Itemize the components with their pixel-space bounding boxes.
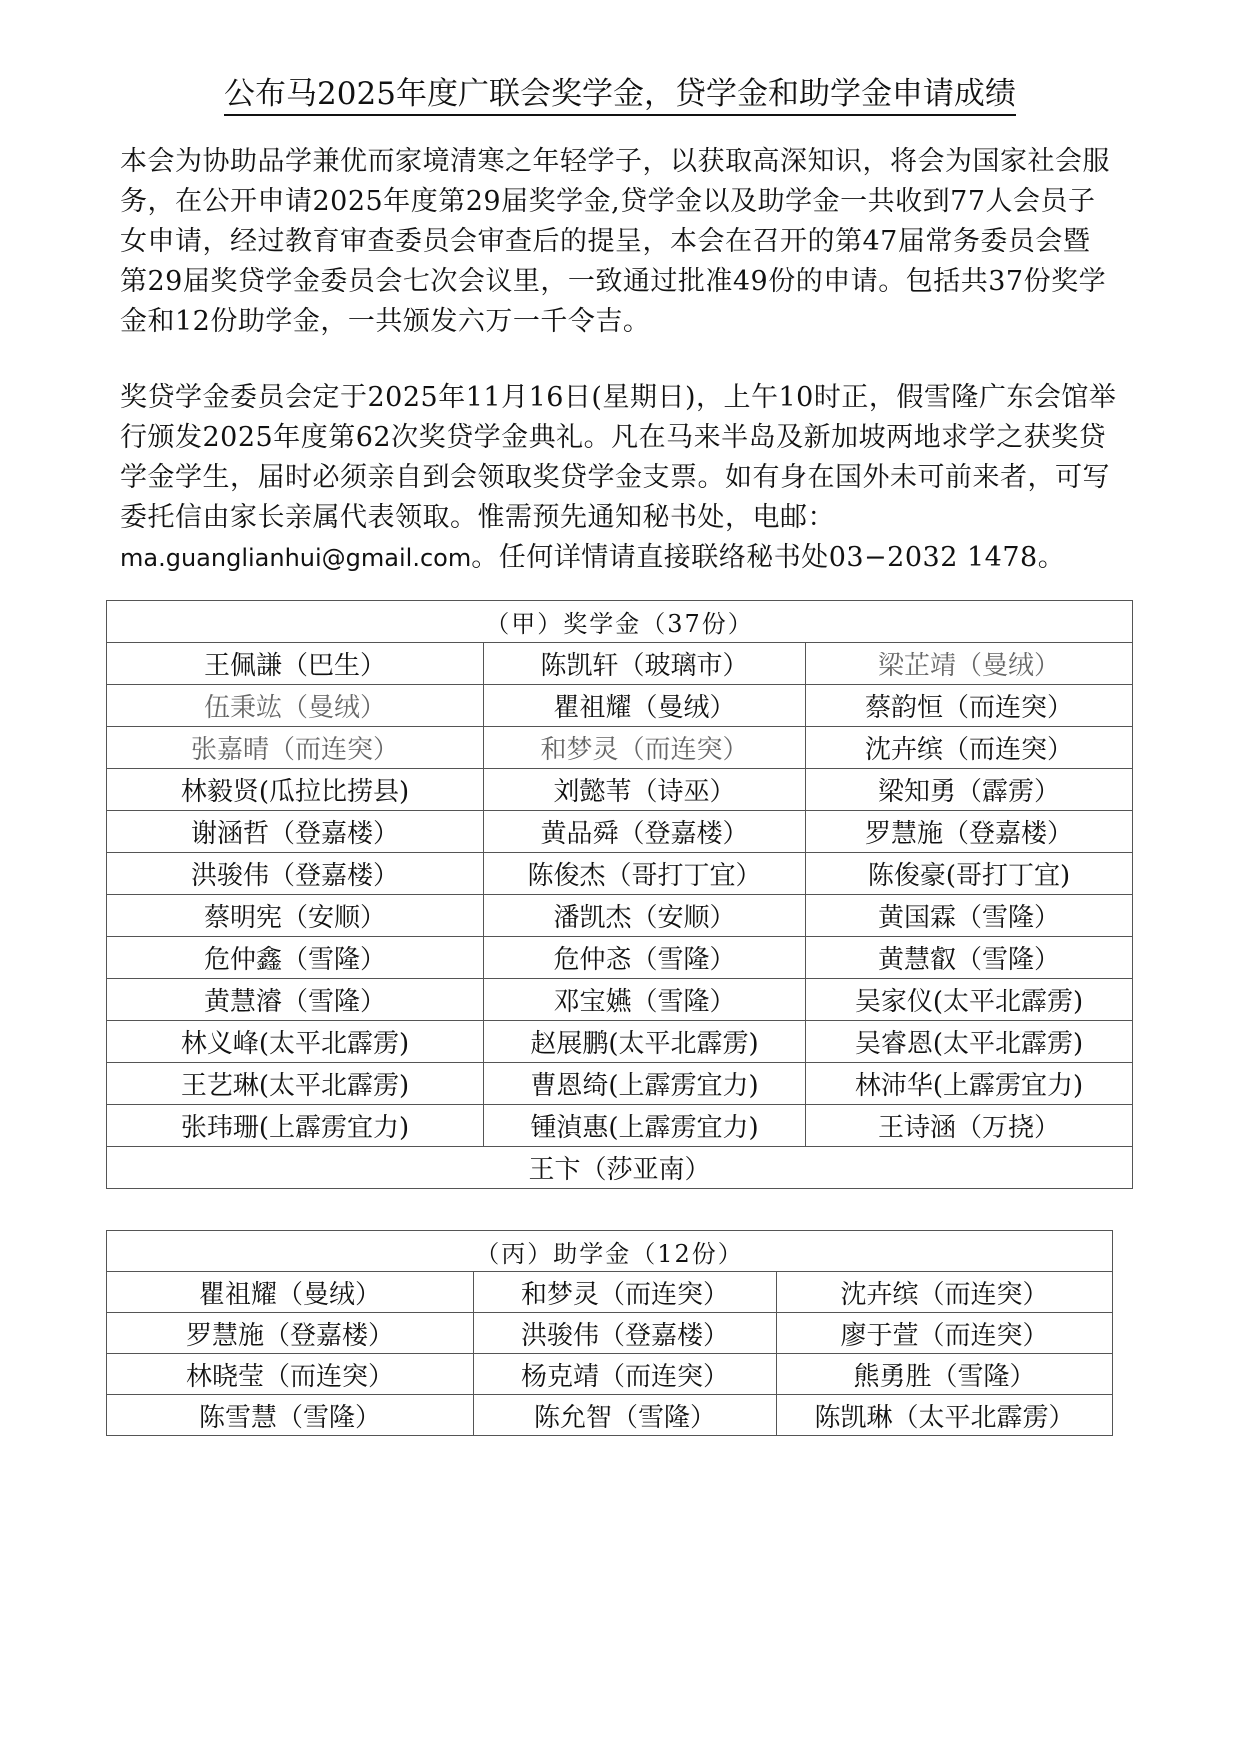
recipient-cell: 王卞（莎亚南） [107,1147,1133,1189]
table-row [107,1395,1113,1436]
recipient-cell: 蔡明宪（安顺） [107,895,484,937]
table-row [107,643,1133,685]
recipient-cell: 洪骏伟（登嘉楼） [474,1313,777,1354]
recipient-cell: 和梦灵（而连突） [484,727,806,769]
table-row [107,1021,1133,1063]
recipient-cell: 罗慧施（登嘉楼） [107,1313,474,1354]
recipient-cell: 林沛华(上霹雳宜力) [806,1063,1133,1105]
scholarship-header: （甲）奖学金（37份） [107,601,1133,643]
recipient-cell: 瞿祖耀（曼绒） [484,685,806,727]
scholarship-table [106,600,1133,1189]
recipient-cell: 曹恩绮(上霹雳宜力) [484,1063,806,1105]
table-row [107,1063,1133,1105]
table-row [107,937,1133,979]
recipient-cell: 谢涵哲（登嘉楼） [107,811,484,853]
contact-email: ma.guanglianhui@gmail.com [120,544,472,572]
recipient-cell: 陈雪慧（雪隆） [107,1395,474,1436]
table-row [107,1272,1113,1313]
recipient-cell: 张嘉晴（而连突） [107,727,484,769]
recipient-cell: 洪骏伟（登嘉楼） [107,853,484,895]
recipient-cell: 林义峰(太平北霹雳) [107,1021,484,1063]
table-row [107,853,1133,895]
table-row [107,1105,1133,1147]
recipient-cell: 陈俊杰（哥打丁宜） [484,853,806,895]
document-title-text: 公布马2025年度广联会奖学金，贷学金和助学金申请成绩 [224,76,1016,116]
recipient-cell: 邓宝嬿（雪隆） [484,979,806,1021]
recipient-cell: 吴睿恩(太平北霹雳) [806,1021,1133,1063]
bursary-table [106,1230,1113,1436]
recipient-cell: 沈卉缤（而连突） [806,727,1133,769]
recipient-cell: 梁知勇（霹雳） [806,769,1133,811]
recipient-cell: 赵展鹏(太平北霹雳) [484,1021,806,1063]
ceremony-paragraph-text: 奖贷学金委员会定于2025年11月16日(星期日)，上午10时正，假雪隆广东会馆举行颁发2025年度第62次奖贷学金典礼。凡在马来半岛及新加坡两地求学之获奖贷学金学生，届时必须亲自到会领取奖贷学金支票。如有身在国外未可前来者，可写委托信由家长亲属代表领取。惟需预先通知秘书处，电邮： [120,382,1117,533]
recipient-cell: 伍秉竑（曼绒） [107,685,484,727]
recipient-cell: 陈允智（雪隆） [474,1395,777,1436]
recipient-cell: 梁芷靖（曼绒） [806,643,1133,685]
recipient-cell: 黄慧濬（雪隆） [107,979,484,1021]
recipient-cell: 蔡韵恒（而连突） [806,685,1133,727]
recipient-cell: 王诗涵（万挠） [806,1105,1133,1147]
table-row [107,1313,1113,1354]
recipient-cell: 吴家仪(太平北霹雳) [806,979,1133,1021]
bursary-header-row [107,1231,1113,1272]
recipient-cell: 锺湞惠(上霹雳宜力) [484,1105,806,1147]
scholarship-header-row [107,601,1133,643]
contact-phone-text: 。任何详情请直接联络秘书处03−2032 1478。 [471,542,1066,573]
recipient-cell: 罗慧施（登嘉楼） [806,811,1133,853]
table-row [107,979,1133,1021]
bursary-header: （丙）助学金（12份） [107,1231,1113,1272]
table-row [107,769,1133,811]
recipient-cell: 危仲忞（雪隆） [484,937,806,979]
recipient-cell: 刘懿苇（诗巫） [484,769,806,811]
recipient-cell: 熊勇胜（雪隆） [777,1354,1113,1395]
recipient-cell: 黄品舜（登嘉楼） [484,811,806,853]
table-row [107,1354,1113,1395]
recipient-cell: 张玮珊(上霹雳宜力) [107,1105,484,1147]
recipient-cell: 潘凯杰（安顺） [484,895,806,937]
recipient-cell: 沈卉缤（而连突） [777,1272,1113,1313]
recipient-cell: 林晓莹（而连突） [107,1354,474,1395]
recipient-cell: 杨克靖（而连突） [474,1354,777,1395]
ceremony-paragraph [120,378,1120,578]
recipient-cell: 廖于萱（而连突） [777,1313,1113,1354]
recipient-cell: 危仲鑫（雪隆） [107,937,484,979]
recipient-cell: 黄慧叡（雪隆） [806,937,1133,979]
recipient-cell: 王佩謙（巴生） [107,643,484,685]
recipient-cell: 黄国霖（雪隆） [806,895,1133,937]
intro-paragraph: 本会为协助品学兼优而家境清寒之年轻学子，以获取高深知识，将会为国家社会服务，在公开申请2025年度第29届奖学金,贷学金以及助学金一共收到77人会员子女申请，经过教育审查委员会审查后的提呈，本会在召开的第47届常务委员会暨 第29届奖贷学金委员会七次会议里，一致通过批准49份的申请。包括共37份奖学金和12份助学金，一共颁发六万一千令吉。 [120,146,1110,337]
table-row [107,1147,1133,1189]
recipient-cell: 和梦灵（而连突） [474,1272,777,1313]
table-row [107,895,1133,937]
recipient-cell: 林毅贤(瓜拉比捞县) [107,769,484,811]
recipient-cell: 瞿祖耀（曼绒） [107,1272,474,1313]
recipient-cell: 陈凯轩（玻璃市） [484,643,806,685]
table-row [107,811,1133,853]
table-row [107,727,1133,769]
document-title [0,72,1240,116]
recipient-cell: 陈凯琳（太平北霹雳） [777,1395,1113,1436]
table-row [107,685,1133,727]
recipient-cell: 陈俊豪(哥打丁宜) [806,853,1133,895]
recipient-cell: 王艺琳(太平北霹雳) [107,1063,484,1105]
